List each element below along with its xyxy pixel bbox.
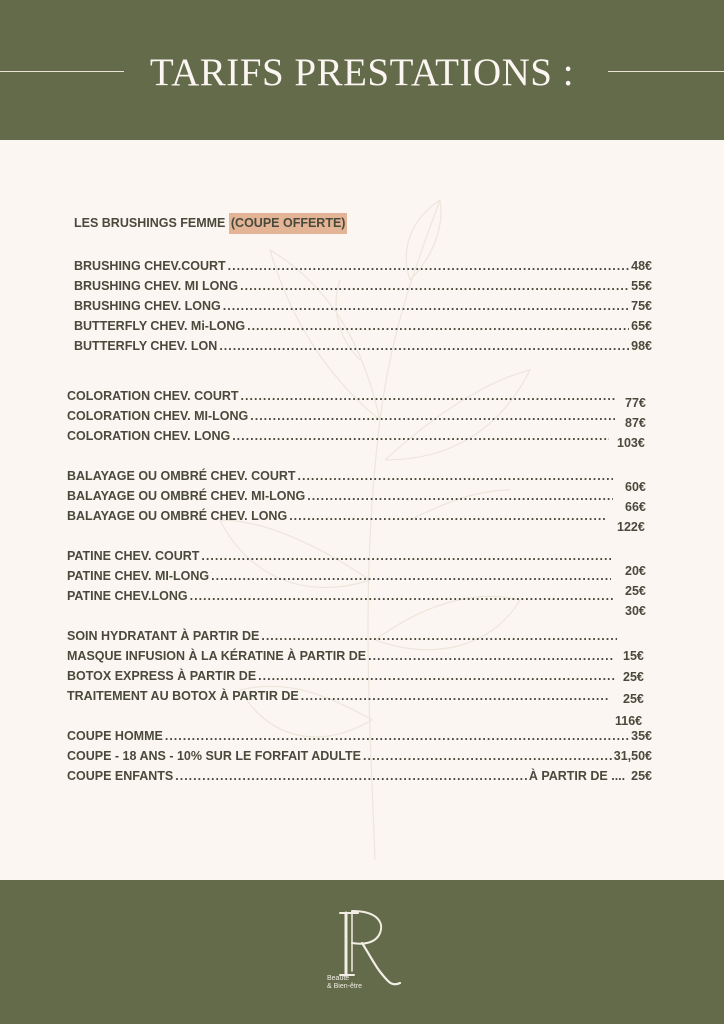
list-item: BALAYAGE OU OMBRÉ CHEV. LONG ..... [67,509,609,527]
list-item: COUPE ENFANTS ..... À PARTIR DE .... 25€ [67,769,652,787]
section-title-brushings [74,216,347,230]
price-tag: 116€ [615,714,643,728]
price-tag: 25€ [625,584,646,598]
list-item: BALAYAGE OU OMBRÉ CHEV. MI-LONG ..... [67,489,615,507]
list-item: BRUSHING CHEV. MI LONG ..... 55€ [74,279,652,297]
list-item: SOIN HYDRATANT À PARTIR DE ..... [67,629,619,647]
list-item: PATINE CHEV.LONG ..... [67,589,615,607]
list-item: PATINE CHEV. MI-LONG ..... [67,569,613,587]
list-item: COUPE HOMME ..... 35€ [67,729,652,747]
list-item: BUTTERFLY CHEV. LON ..... 98€ [74,339,652,357]
list-item: COLORATION CHEV. MI-LONG ..... [67,409,617,427]
list-item: BALAYAGE OU OMBRÉ CHEV. COURT ..... [67,469,615,487]
price-tag: 60€ [625,480,646,494]
price-tag: 25€ [623,692,644,706]
list-item: MASQUE INFUSION À LA KÉRATINE À PARTIR DE ..... [67,649,617,667]
list-item: TRAITEMENT AU BOTOX À PARTIR DE ..... [67,689,611,707]
price-tag: 15€ [623,649,644,663]
price-tag: 25€ [623,670,644,684]
price-tag: 122€ [617,520,645,534]
list-item: PATINE CHEV. COURT ..... [67,549,613,567]
coupe-offerte-highlight: (COUPE OFFERTE) [229,213,348,234]
list-item: COUPE - 18 ANS - 10% SUR LE FORFAIT ADULTE ..... 31,50€ [67,749,652,767]
price-tag: 87€ [625,416,646,430]
list-item: COLORATION CHEV. COURT ..... [67,389,617,407]
price-tag: 77€ [625,396,646,410]
list-item: COLORATION CHEV. LONG ..... [67,429,611,447]
list-item: BOTOX EXPRESS À PARTIR DE ..... [67,669,617,687]
price-tag: 66€ [625,500,646,514]
list-item: BUTTERFLY CHEV. Mi-LONG ..... 65€ [74,319,652,337]
section-title-text: LES BRUSHINGS FEMME [74,216,226,230]
page-title: TARIFS PRESTATIONS : [149,51,575,94]
list-item: BRUSHING CHEV. LONG ..... 75€ [74,299,652,317]
brand-tagline: Beauté & Bien-être [327,975,363,990]
list-item: BRUSHING CHEV.COURT ..... 48€ [74,259,652,277]
price-tag: 20€ [625,564,646,578]
price-tag: 103€ [617,436,645,450]
price-tag: 30€ [625,604,646,618]
